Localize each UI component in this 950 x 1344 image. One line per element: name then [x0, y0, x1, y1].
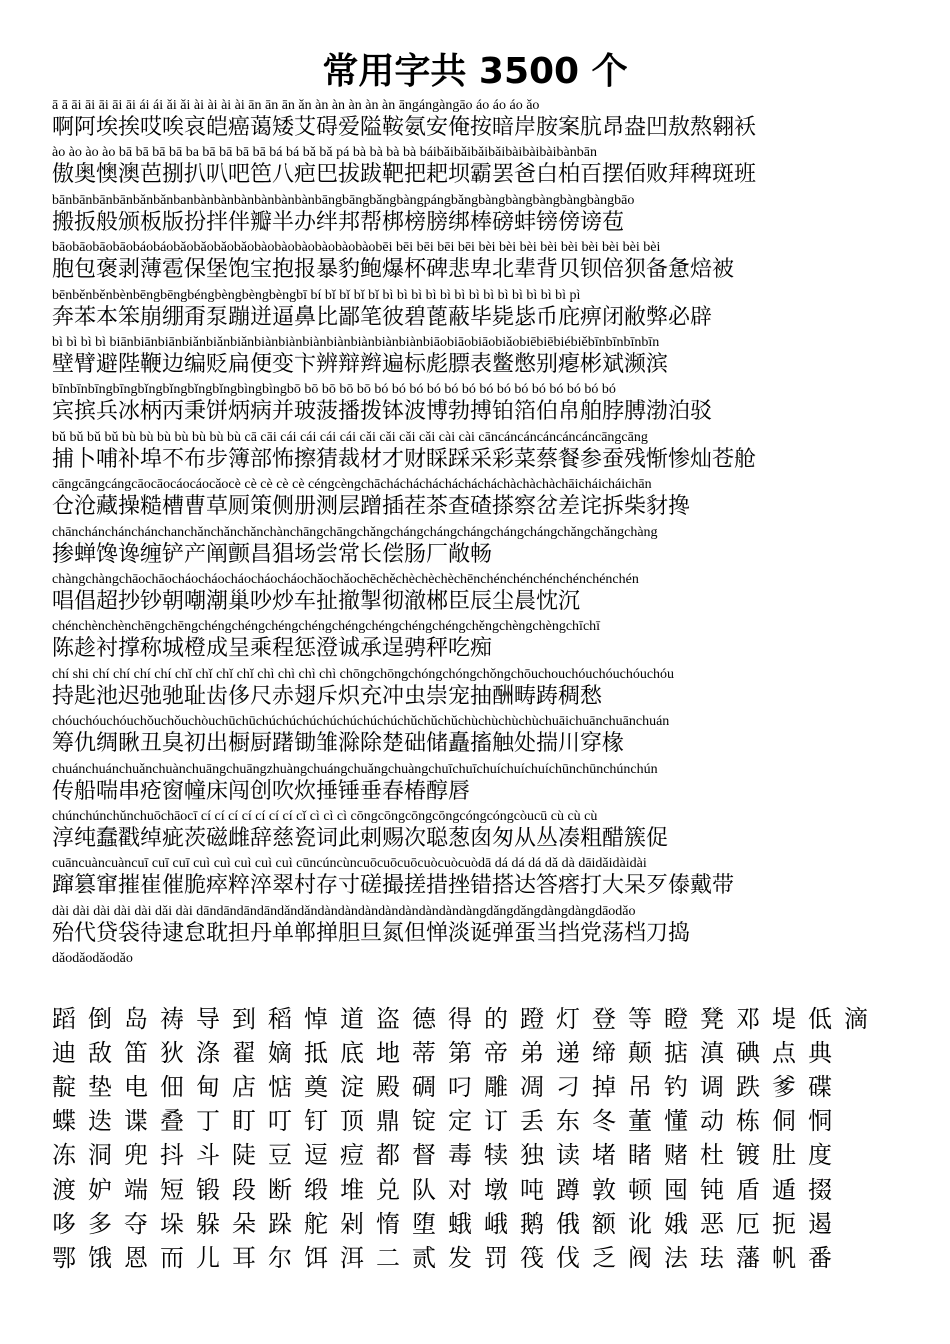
pinyin-line: chàngchàngchāochāocháocháocháocháocháochǎochǎochēchěchèchèchèchēnchénchénchénchénchénchén [52, 572, 639, 587]
character-line: 壁臂避陛鞭边编贬扁便变卞辨辩辫遍标彪膘表鳖憋别瘪彬斌濒滨 [52, 352, 669, 377]
character-line: 啊阿埃挨哎唉哀皑癌蔼矮艾碍爱隘鞍氨安俺按暗岸胺案肮昂盎凹敖熬翱袄 [52, 115, 757, 140]
character-line: 胞包褒剥薄雹保堡饱宝抱报暴豹鲍爆杯碑悲卑北辈背贝钡倍狈备惫焙被 [52, 257, 735, 283]
character-line: 捕卜哺补埠不布步簿部怖擦猜裁材才财睬踩采彩菜蔡餐参蚕残惭惨灿苍舱 [52, 446, 757, 472]
character-line: 掺蝉馋谗缠铲产阐颤昌猖场尝常长偿肠厂敞畅 [52, 541, 493, 567]
character-grid-row: 鄂饿恩而儿耳尔饵洱二贰发罚筏伐乏阀法珐藩帆番 [52, 1243, 844, 1272]
character-line: 唱倡超抄钞朝嘲潮巢吵炒车扯撤掣彻澈郴臣辰尘晨忱沉 [52, 589, 581, 614]
pinyin-line: cāngcāngcángcāocāocáocáocǎocè cè cè cè cè céngcèngchāchácháchácháchácháchàchàchàchāicháicháichān [52, 477, 652, 493]
character-line: 殆代贷袋待逮怠耽担丹单郸掸胆旦氮但惮淡诞弹蛋当挡党荡档刀捣 [52, 920, 691, 946]
pinyin-line: chānchánchánchánchanchǎnchǎnchǎnchànchāngchāngchǎngchángchángchángchángchángchǎngchǎngchàng [52, 524, 658, 540]
character-line: 陈趁衬撑称城橙成呈乘程惩澄诚承逞骋秤吃痴 [52, 636, 493, 662]
pinyin-line: chóuchóuchóuchǒuchǒuchòuchūchūchúchúchúchúchúchúchúchǔchǔchǔchùchùchùchùchuāichuānchuānchuán [52, 714, 670, 730]
character-line: 淳纯蠢戳绰疵茨磁雌辞慈瓷词此刺赐次聪葱囱匆从丛凑粗醋簇促 [52, 826, 669, 851]
character-grid-row: 冻洞兜抖斗陡豆逗痘都督毒犊独读堵睹赌杜镀肚度 [52, 1141, 844, 1170]
character-grid-row: 哆多夺垛躲朵跺舵剁惰堕蛾峨鹅俄额讹娥恶厄扼遏 [52, 1209, 844, 1238]
character-line: 仓沧藏操糙槽曹草厕策侧册测层蹭插茬茶查碴搽察岔差诧拆柴豺搀 [52, 494, 691, 520]
pinyin-line: bāobāobāobāobáobáobǎobǎobǎobǎobàobàobàobàobàobàobēi bēi bēi bēi bēi bèi bèi bèi bèi bèi bèi bèi bèi bèi [52, 240, 661, 256]
character-line: 傲奥懊澳芭捌扒叭吧笆八疤巴拔跋靶把耙坝霸罢爸白柏百摆佰败拜稗斑班 [52, 162, 757, 188]
pinyin-line: cuāncuàncuàncuī cuī cuī cuì cuì cuì cuì cuì cūncúncùncuōcuōcuōcuòcuòcuòdā dá dá dá dǎ dà dāidǎidàidài [52, 856, 647, 872]
pinyin-line: chúnchúnchǔnchuōchāocī cí cí cí cí cí cí cí cǐ cì cì cì cōngcōngcōngcōngcóngcóngcòucū cù cù cù [52, 809, 598, 824]
pinyin-line: dài dài dài dài dài dǎi dài dāndāndāndāndǎndǎndàndàndàndàndàndàndàndàngdǎngdǎngdàngdàngdāodǎo [52, 903, 636, 919]
pinyin-line: chénchènchènchēngchēngchéngchéngchéngchéngchéngchéngchéngchéngchěngchèngchèngchīchī [52, 619, 601, 635]
pinyin-line: bì bì bì bì biānbiānbiānbiǎnbiǎnbiǎnbiànbiànbiànbiànbiànbiànbiànbiāobiāobiāobiǎobiēbiēbiébiěbīnbīnbīnbīn [52, 335, 660, 350]
pinyin-line: dǎodǎodǎodǎo [52, 951, 133, 967]
character-line: 搬扳般颁板版扮拌伴瓣半办绊邦帮梆榜膀绑棒磅蚌镑傍谤苞 [52, 209, 625, 235]
pinyin-line: chuánchuánchuǎnchuànchuāngchuāngzhuàngchuángchuǎngchuàngchuīchuīchuíchuíchuíchūnchūnchúnchún [52, 761, 658, 777]
pinyin-line: ào ào ào ào bā bā bā bā ba bā bā bā bā bá bá bǎ bǎ pá bà bà bà bà báibǎibǎibǎibǎibàibàibàibànbān [52, 145, 597, 161]
pinyin-line: bīnbīnbīngbīngbǐngbǐngbǐngbǐngbìngbìngbō bō bō bō bō bó bó bó bó bó bó bó bó bó bó bó bó bó bó [52, 382, 616, 398]
pinyin-line: bēnběnběnbènbēngbēngbéngbèngbèngbèngbī bí bǐ bǐ bǐ bǐ bì bì bì bì bì bì bì bì bì bì bì bì bì pì [52, 287, 581, 303]
pinyin-line: ā ā āi āi āi āi āi ái ái ǎi ǎi ài ài ài ài ān ān ān ǎn àn àn àn àn àn āngángàngāo áo áo áo ǎo [52, 98, 540, 113]
character-grid-row: 靛垫电佃甸店惦奠淀殿碉叼雕凋刁掉吊钓调跌爹碟 [52, 1073, 844, 1102]
pinyin-line: bǔ bǔ bǔ bǔ bù bù bù bù bù bù bù cā cāi cái cái cái cái cǎi cǎi cǎi cǎi cài cài cāncáncáncáncáncáncāngcāng [52, 429, 648, 445]
pinyin-line: bānbānbānbānbǎnbǎnbanbànbànbànbànbànbànbāngbāngbǎngbàngpángbǎngbàngbàngbàngbàngbàngbāo [52, 192, 635, 208]
character-line: 宾摈兵冰柄丙秉饼炳病并玻菠播拨钵波博勃搏铂箔伯帛舶脖膊渤泊驳 [52, 399, 713, 425]
character-grid-row: 蹈倒岛祷导到稻悼道盗德得的蹬灯登等瞪凳邓堤低滴 [52, 1005, 880, 1033]
character-line: 持匙池迟弛驰耻齿侈尺赤翅斥炽充冲虫崇宠抽酬畴踌稠愁 [52, 683, 603, 709]
character-line: 筹仇绸瞅丑臭初出橱厨躇锄雏滁除楚础储矗搐触处揣川穿椽 [52, 731, 625, 757]
character-line: 传船喘串疮窗幢床闯创吹炊捶锤垂春椿醇唇 [52, 778, 471, 804]
character-grid-row: 蝶迭谍叠丁盯叮钉顶鼎锭定订丢东冬董懂动栋侗恫 [52, 1107, 844, 1136]
character-grid-row: 渡妒端短锻段断缎堆兑队对墩吨蹲敦顿囤钝盾遁掇 [52, 1175, 844, 1204]
page-title: 常用字共 3500 个 [322, 51, 628, 92]
character-line: 奔苯本笨崩绷甭泵蹦迸逼鼻比鄙笔彼碧蓖蔽毕毙毖币庇痹闭敝弊必辟 [52, 304, 713, 330]
pinyin-line: chí shi chí chí chí chí chǐ chǐ chǐ chǐ chì chì chì chì chōngchōngchóngchóngchǒngchōuchouchóuchóuchóuchóu [52, 666, 675, 682]
character-line: 蹿篡窜摧崔催脆瘁粹淬翠村存寸磋撮搓措挫错搭达答瘩打大呆歹傣戴带 [52, 873, 735, 899]
character-grid-row: 迪敌笛狄涤翟嫡抵底地蒂第帝弟递缔颠掂滇碘点典 [52, 1039, 844, 1068]
